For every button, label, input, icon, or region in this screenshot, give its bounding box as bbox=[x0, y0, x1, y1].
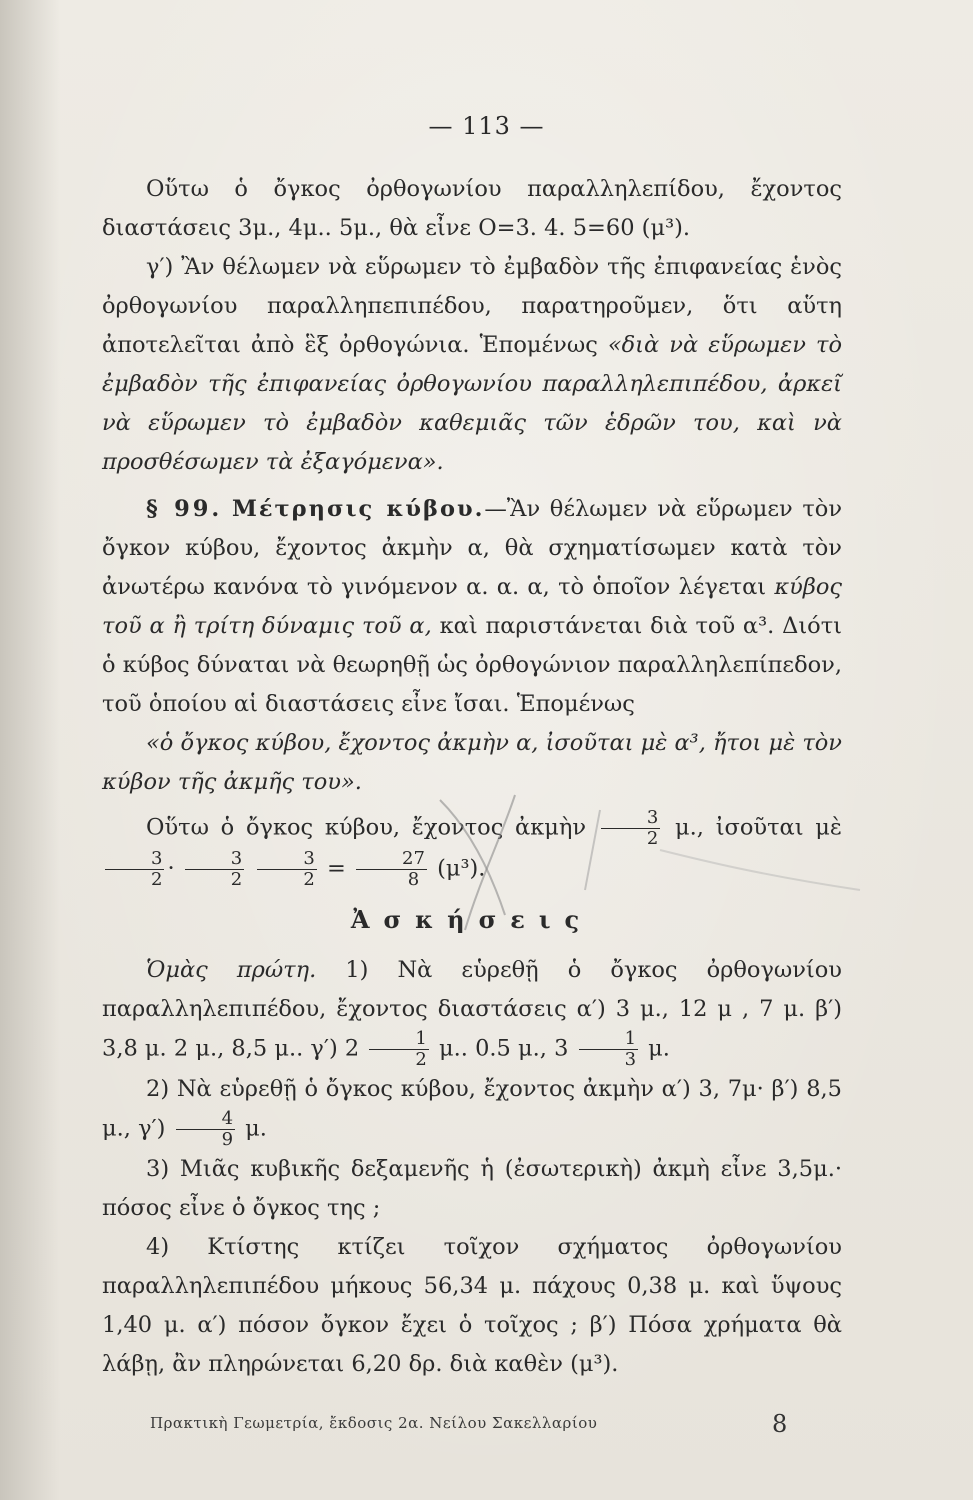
fraction-result: $\frac{27}{8}$ bbox=[356, 849, 427, 890]
exercise-1: Ὁμὰς πρώτη. 1) Νὰ εὑρεθῇ ὁ ὄγκος ὀρθογωνίου παραλληλεπιπέδου, ἔχοντος διαστάσεις α′) 3 μ., 12 μ , 7 μ. β′) 3,8 μ. 2 μ., 8,5 μ.. γ′) 2 $\frac{1}{2}$ μ.. 0.5 μ., 3 $\frac{1}{3}$ μ. bbox=[102, 957, 842, 1070]
paragraph-2-start: γ′) Ἂν θέλωμεν νὰ εὕρωμεν τὸ ἐμβαδὸν τῆς ἐπιφανείας ἑνὸς ὀρθογωνίου παραλληπεπιπέδου, παρατηροῦμεν, ὅτι αὕτη ἀποτελεῖται ἀπὸ ἓξ ὀρθογώνια. Ἑπομένως bbox=[102, 254, 842, 358]
section-title: Μέτρησις κύβου. bbox=[231, 496, 485, 522]
fraction-four-ninths: $\frac{4}{9}$ bbox=[176, 1109, 235, 1150]
section-99 bbox=[102, 490, 842, 724]
example-text-a: Οὕτω ὁ ὄγκος κύβου, ἔχοντος ἀκμὴν bbox=[146, 814, 587, 841]
example-text-c: (μ³). bbox=[437, 855, 486, 882]
page-header: — 113 — bbox=[428, 112, 545, 140]
section-number: § 99. bbox=[146, 496, 223, 522]
main-text bbox=[102, 170, 842, 1384]
fraction-1: $\frac{3}{2}$ bbox=[105, 849, 164, 890]
paragraph-2 bbox=[102, 248, 842, 482]
exercise-2: 2) Νὰ εὑρεθῇ ὁ ὄγκος κύβου, ἔχοντος ἀκμὴν α′) 3, 7μ· β′) 8,5 μ., γ′) $\frac{4}{9}$ μ. bbox=[102, 1076, 842, 1150]
section-text-c: καὶ παριστάνεται διὰ τοῦ α³. Διότι ὁ κύβος δύναται νὰ θεωρηθῇ ὡς ὀρθογώνιον παραλληλεπίπεδον, τοῦ ὁποίου αἱ διαστάσεις εἶνε ἴσαι. Ἑπομένως bbox=[102, 613, 842, 717]
example-text-b: μ., ἰσοῦται μὲ bbox=[675, 814, 843, 841]
section-text-b: κύβος τοῦ α ἢ τρίτη δύναμις τοῦ α, bbox=[102, 574, 842, 639]
exercise-group-label: Ὁμὰς πρώτη. bbox=[146, 957, 317, 983]
fraction-one-third: $\frac{1}{3}$ bbox=[579, 1029, 638, 1070]
fraction-one-half: $\frac{1}{2}$ bbox=[369, 1029, 428, 1070]
signature-number: 8 bbox=[772, 1410, 788, 1438]
fraction-three-halves: $\frac{3}{2}$ bbox=[601, 808, 660, 849]
example-cube: Οὕτω ὁ ὄγκος κύβου, ἔχοντος ἀκμὴν $\frac{3}{2}$ μ., ἰσοῦται μὲ $\frac{3}{2}$ · $\frac{3}{2}$ $\frac{3}{2}$ = $\frac{27}{8}$ (μ³). bbox=[102, 808, 842, 890]
exercises-heading: Ἀσκήσεις bbox=[350, 905, 594, 934]
page-footer: Πρακτικὴ Γεωμετρία, ἔκδοσις 2α. Νείλου Σακελλαρίου bbox=[150, 1414, 598, 1432]
exercise-4: 4) Κτίστης κτίζει τοῖχον σχήματος ὀρθογωνίου παραλληλεπιπέδου μήκους 56,34 μ. πάχους 0,38 μ. καὶ ὕψους 1,40 μ. α′) πόσον ὄγκον ἔχει ὁ τοῖχος ; β′) Πόσα χρήματα θὰ λάβῃ, ἂν πληρώνεται 6,20 δρ. διὰ καθὲν (μ³). bbox=[102, 1234, 842, 1377]
paragraph-1: Οὕτω ὁ ὄγκος ὀρθογωνίου παραλληλεπίδου, ἔχοντος διαστάσεις 3μ., 4μ.. 5μ., θὰ εἶνε O=3. 4. 5=60 (μ³). bbox=[102, 176, 842, 241]
fraction-3: $\frac{3}{2}$ bbox=[257, 849, 316, 890]
section-text-a: —Ἂν θέλωμεν νὰ εὕρωμεν τὸν ὄγκον κύβου, ἔχοντος ἀκμὴν α, θὰ σχηματίσωμεν κατὰ τὸν ἀνωτέρω κανόνα τὸ γινόμενον α. α. α, τὸ ὁποῖον λέγεται bbox=[102, 496, 842, 600]
paragraph-2-quote: «διὰ νὰ εὕρωμεν τὸ ἐμβαδὸν τῆς ἐπιφανείας ὀρθογωνίου παραλληλεπιπέδου, ἀρκεῖ νὰ εὕρωμεν τὸ ἐμβαδὸν καθεμιᾶς τῶν ἑδρῶν του, καὶ νὰ προσθέσωμεν τὰ ἐξαγόμενα». bbox=[102, 332, 842, 475]
fraction-2: $\frac{3}{2}$ bbox=[185, 849, 244, 890]
rule-quote: «ὁ ὄγκος κύβου, ἔχοντος ἀκμὴν α, ἰσοῦται μὲ α³, ἤτοι μὲ τὸν κύβον τῆς ἀκμῆς του». bbox=[102, 730, 842, 795]
exercise-3: 3) Μιᾶς κυβικῆς δεξαμενῆς ἡ (ἐσωτερικὴ) ἀκμὴ εἶνε 3,5μ.· πόσος εἶνε ὁ ὄγκος της ; bbox=[102, 1156, 842, 1221]
